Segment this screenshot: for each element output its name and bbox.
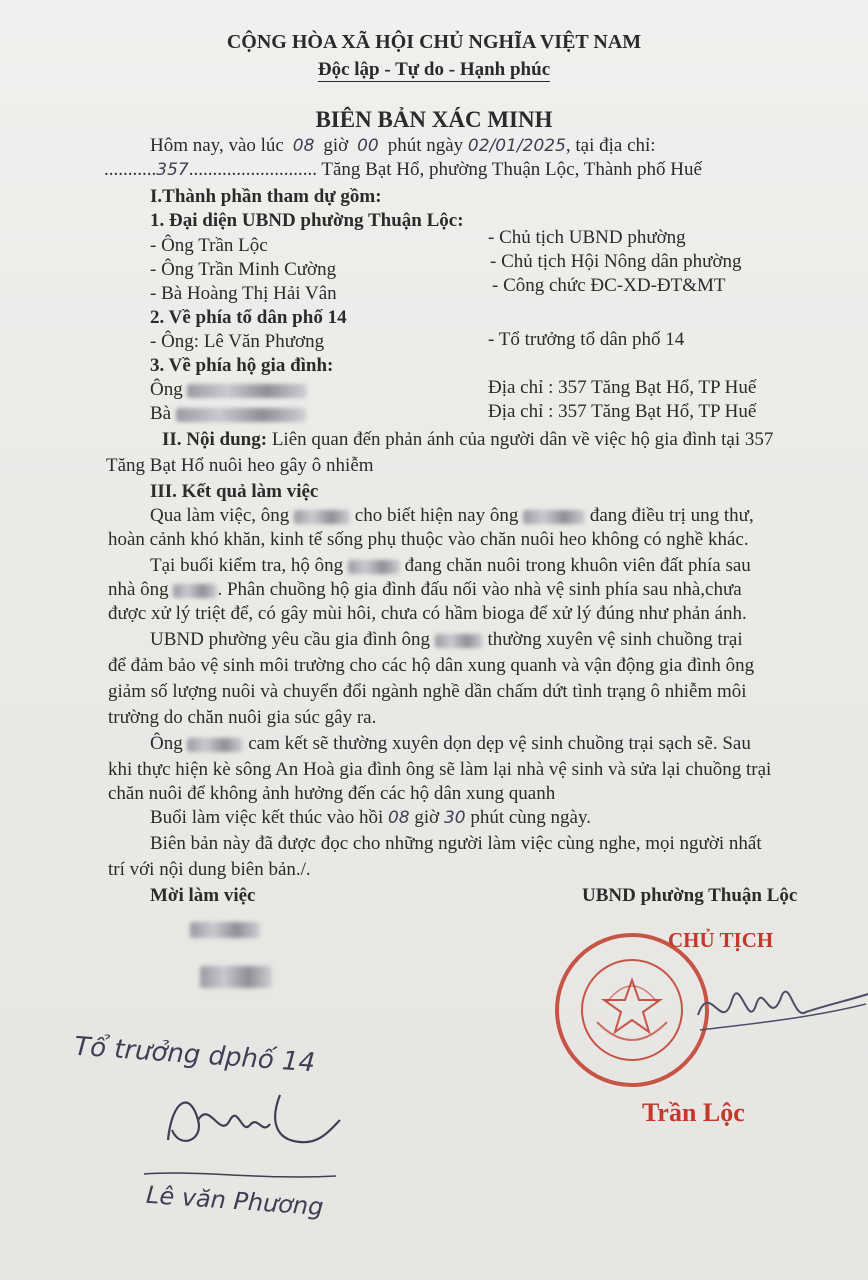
- section2-line-2: Tăng Bạt Hổ nuôi heo gây ô nhiễm: [106, 455, 374, 476]
- country-header: CỘNG HÒA XÃ HỘI CHỦ NGHĨA VIỆT NAM: [226, 31, 642, 53]
- result-line: [150, 628, 743, 652]
- result-text: nhà ông: [108, 579, 169, 600]
- redacted-name: [348, 560, 400, 574]
- right-signature-title: UBND phường Thuận Lộc: [582, 885, 798, 906]
- member-role: - Công chức ĐC-XD-ĐT&MT: [492, 275, 726, 296]
- section1-heading: I.Thành phần tham dự gồm:: [150, 186, 382, 207]
- motto-text: Độc lập - Tự do - Hạnh phúc: [317, 59, 551, 80]
- result-text: cho biết hiện nay ông: [354, 505, 519, 526]
- result-line: [150, 732, 751, 756]
- result-line: được xử lý triệt để, có gây mùi hôi, chưa có hầm bioga để xử lý đúng như phản ánh.: [108, 603, 747, 624]
- result-text: đang điều trị ung thư,: [589, 505, 754, 526]
- redacted-name: [187, 738, 243, 752]
- result-text: đang chăn nuôi trong khuôn viên đất phía sau: [404, 555, 751, 576]
- result-line: khi thực hiện kè sông An Hoà gia đình ông sẽ làm lại nhà vệ sinh và sửa lại chuồng trại: [108, 759, 772, 780]
- result-text: Qua làm việc, ông: [150, 505, 290, 526]
- intro-text-1: Hôm nay, vào lúc: [150, 135, 284, 156]
- handwritten-role: Tổ trưởng dphố 14: [73, 1031, 317, 1079]
- result-line: giảm số lượng nuôi và chuyển đổi ngành nghề dần chấm dứt tình trạng ô nhiễm môi: [108, 681, 747, 702]
- result-line: trí với nội dung biên bản./.: [108, 859, 311, 880]
- result-line: trường do chăn nuôi gia súc gây ra.: [108, 707, 377, 728]
- intro-address: Tăng Bạt Hổ, phường Thuận Lộc, Thành phố Huế: [321, 159, 702, 180]
- tdp-name: - Ông: Lê Văn Phương: [150, 331, 325, 352]
- section3-heading: III. Kết quả làm việc: [150, 481, 319, 502]
- intro-line-1: [150, 134, 656, 158]
- intro-dots-1: ...........: [104, 159, 157, 180]
- result-text: . Phân chuồng hộ gia đình đấu nối vào nhà vệ sinh phía sau nhà,chưa: [217, 579, 742, 600]
- result-line: để đảm bảo vệ sinh môi trường cho các hộ dân xung quanh và vận động gia đình ông: [108, 655, 755, 676]
- intro-dots-2: ...........................: [188, 159, 317, 180]
- section2-text-1: Liên quan đến phản ánh của người dân về việc hộ gia đình tại 357: [271, 429, 774, 450]
- section1-sub3: 3. Về phía hộ gia đình:: [150, 355, 334, 376]
- section1-sub1: 1. Đại diện UBND phường Thuận Lộc:: [150, 210, 464, 231]
- result-line: chăn nuôi để không ảnh hưởng đến các hộ dân xung quanh: [108, 783, 556, 804]
- member-role: - Chủ tịch Hội Nông dân phường: [490, 251, 742, 272]
- signature-underline: [140, 1168, 340, 1188]
- redacted-signature: [200, 966, 272, 988]
- handwritten-name: Lê văn Phương: [145, 1180, 325, 1222]
- result-text: giờ: [414, 807, 440, 828]
- end-hour: 08: [387, 808, 410, 828]
- result-text: Ông: [150, 733, 183, 754]
- result-text: Buổi làm việc kết thúc vào hồi: [150, 807, 384, 828]
- document-title: BIÊN BẢN XÁC MINH: [315, 107, 553, 132]
- chairman-name: Trần Lộc: [642, 1098, 745, 1127]
- household-address: Địa chỉ : 357 Tăng Bạt Hổ, TP Huế: [488, 401, 757, 422]
- member-role: - Chủ tịch UBND phường: [488, 227, 686, 248]
- chairman-signature-icon: [690, 960, 868, 1050]
- tdp-signature-icon: [150, 1080, 350, 1160]
- member-name: - Bà Hoàng Thị Hải Vân: [150, 283, 337, 304]
- intro-text-2: giờ: [323, 135, 349, 156]
- end-minute: 30: [443, 808, 466, 828]
- household-prefix: Ông: [150, 379, 183, 400]
- result-line: hoàn cảnh khó khăn, kinh tế sống phụ thuộc vào chăn nuôi heo không có nghề khác.: [108, 529, 749, 550]
- result-line: [150, 554, 751, 578]
- chairman-position: CHỦ TỊCH: [668, 928, 774, 952]
- result-text: UBND phường yêu cầu gia đình ông: [150, 629, 430, 650]
- result-text: cam kết sẽ thường xuyên dọn dẹp vệ sinh chuồng trại sạch sẽ. Sau: [248, 733, 751, 754]
- intro-date: 02/01/2025: [467, 136, 566, 156]
- household-prefix: Bà: [150, 403, 172, 424]
- household-address: Địa chỉ : 357 Tăng Bạt Hổ, TP Huế: [488, 377, 757, 398]
- redacted-name: [187, 384, 307, 398]
- redacted-signature: [190, 922, 260, 938]
- result-line: [108, 578, 742, 602]
- tdp-role: - Tổ trưởng tổ dân phố 14: [488, 329, 685, 350]
- member-name: - Ông Trần Minh Cường: [150, 259, 337, 280]
- household-member: [150, 378, 307, 402]
- result-line: [150, 504, 754, 528]
- redacted-name: [173, 584, 217, 598]
- section2-heading: II. Nội dung:: [162, 429, 268, 450]
- intro-text-4: , tại địa chỉ:: [565, 135, 656, 156]
- redacted-name: [176, 408, 306, 422]
- result-text: thường xuyên vệ sinh chuồng trại: [487, 629, 743, 650]
- redacted-name: [294, 510, 350, 524]
- result-text: phút cùng ngày.: [470, 807, 592, 828]
- result-line: [150, 806, 591, 830]
- section1-sub2: 2. Về phía tổ dân phố 14: [150, 307, 347, 328]
- intro-line-2: [104, 158, 702, 182]
- intro-hour: 08: [292, 136, 315, 156]
- intro-house-number: 357: [156, 160, 189, 180]
- left-signature-title: Mời làm việc: [150, 885, 256, 906]
- result-text: Tại buổi kiểm tra, hộ ông: [150, 555, 344, 576]
- official-stamp-icon: [552, 930, 712, 1090]
- intro-text-3: phút ngày: [387, 135, 464, 156]
- motto: [0, 58, 868, 82]
- household-member: [150, 402, 306, 426]
- member-name: - Ông Trần Lộc: [150, 235, 268, 256]
- intro-minute: 00: [357, 136, 379, 156]
- section2-line-1: [162, 428, 773, 452]
- result-line: Biên bản này đã được đọc cho những người làm việc cùng nghe, mọi người nhất: [150, 833, 762, 854]
- redacted-name: [523, 510, 585, 524]
- redacted-name: [435, 634, 483, 648]
